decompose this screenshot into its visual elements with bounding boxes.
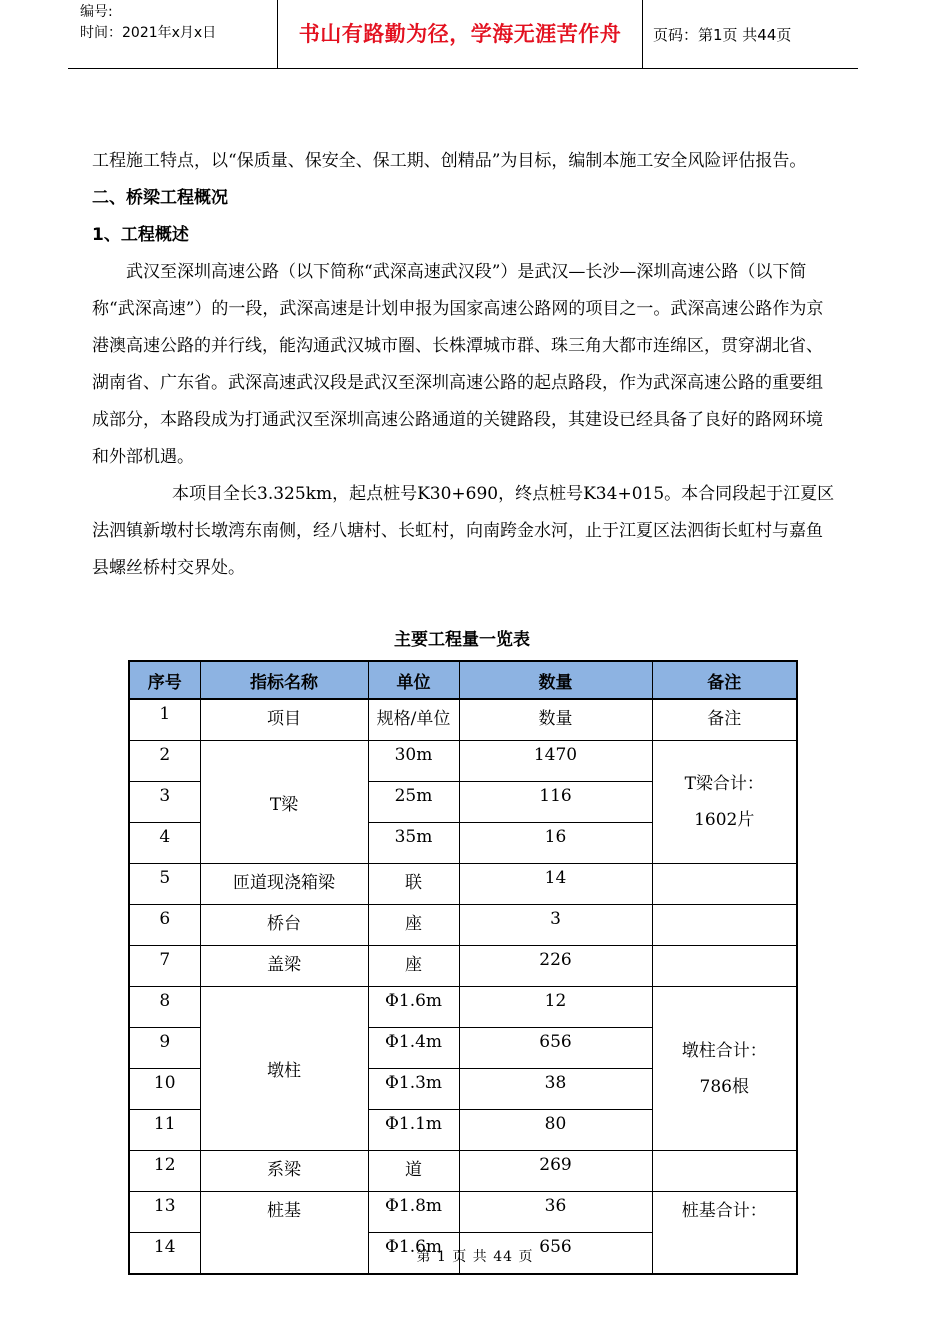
header-meta — [80, 2, 280, 44]
table-cell — [652, 946, 797, 987]
table-cell: 5 — [129, 864, 200, 905]
table-cell: 656 — [459, 1028, 652, 1069]
table-cell: 12 — [129, 1151, 200, 1192]
table-cell — [652, 987, 797, 1151]
table-cell: Φ1.6m — [368, 987, 459, 1028]
table-cell: 1 — [129, 699, 200, 741]
table-row — [129, 905, 797, 946]
table-cell: 11 — [129, 1110, 200, 1151]
table-cell: Φ1.8m — [368, 1192, 459, 1233]
table-cell: 盖梁 — [200, 946, 368, 987]
header-motto: 书山有路勤为径，学海无涯苦作舟 — [298, 21, 622, 46]
table-cell: 14 — [459, 864, 652, 905]
table-row — [129, 1151, 797, 1192]
header-cell: 备注 — [652, 661, 797, 699]
table-cell: 匝道现浇箱梁 — [200, 864, 368, 905]
table-header-row — [129, 661, 797, 699]
table-cell: 桥台 — [200, 905, 368, 946]
document-body — [92, 143, 838, 587]
table-cell: 35m — [368, 823, 459, 864]
table-cell: 道 — [368, 1151, 459, 1192]
table-cell: 116 — [459, 782, 652, 823]
table-cell: 269 — [459, 1151, 652, 1192]
intro-paragraph: 工程施工特点，以“保质量、保安全、保工期、创精品”为目标，编制本施工安全风险评估报告。 — [92, 151, 807, 171]
header-page-label: 页码：第1页 共44页 — [653, 26, 792, 44]
table-cell — [652, 905, 797, 946]
table-cell — [652, 741, 797, 864]
table-cell: 座 — [368, 946, 459, 987]
table-cell: 座 — [368, 905, 459, 946]
table-cell: 14 — [129, 1233, 200, 1275]
header-cell: 数量 — [459, 661, 652, 699]
table-cell: 项目 — [200, 699, 368, 741]
table-cell: 36 — [459, 1192, 652, 1233]
table-cell: 4 — [129, 823, 200, 864]
table-row — [129, 699, 797, 741]
table-cell: 13 — [129, 1192, 200, 1233]
header-cell: 单位 — [368, 661, 459, 699]
note-line: 786根 — [699, 1076, 749, 1097]
note-line: 墩柱合计： — [681, 1040, 767, 1061]
table-cell: 3 — [459, 905, 652, 946]
table-cell: Φ1.3m — [368, 1069, 459, 1110]
table-cell: 8 — [129, 987, 200, 1028]
table-cell: T梁 — [200, 741, 368, 864]
overview-paragraph: 武汉至深圳高速公路（以下简称“武深高速武汉段”）是武汉—长沙—深圳高速公路（以下简称“武深高速”）的一段，武深高速是计划申报为国家高速公路网的项目之一。武深高速公路作为京港澳高速公路的并行线，能沟通武汉城市圈、长株潭城市群、珠三角大都市连绵区，贯穿湖北省、湖南省、广东省。武深高速武汉段是武汉至深圳高速公路的起点路段，作为武深高速公路的重要组成部分，本路段成为打通武汉至深圳高速公路通道的关键路段，其建设已经具备了良好的路网环境和外部机遇。 — [92, 262, 824, 467]
quantity-table — [128, 660, 798, 1275]
table-cell — [652, 1151, 797, 1192]
page-footer: 第 1 页 共 44 页 — [416, 1249, 534, 1265]
table-cell — [652, 864, 797, 905]
table-row — [129, 1192, 797, 1233]
table-cell: 桩基合计： — [652, 1192, 797, 1275]
time-label: 时间：2021年x月x日 — [80, 25, 217, 41]
note-line: 1602片 — [694, 810, 755, 830]
header-cell: 指标名称 — [200, 661, 368, 699]
table-cell: 16 — [459, 823, 652, 864]
table-cell: 备注 — [652, 699, 797, 741]
number-label: 编号: — [80, 4, 113, 20]
table-cell: 226 — [459, 946, 652, 987]
table-cell: 规格/单位 — [368, 699, 459, 741]
table-cell: 25m — [368, 782, 459, 823]
note-line: T梁合计： — [684, 774, 764, 794]
table-cell: 7 — [129, 946, 200, 987]
header-cell: 序号 — [129, 661, 200, 699]
table-cell: 2 — [129, 741, 200, 782]
table-cell: 1470 — [459, 741, 652, 782]
table-cell: 656 — [459, 1233, 652, 1275]
table-row — [129, 864, 797, 905]
table-cell: 联 — [368, 864, 459, 905]
page-header — [68, 0, 858, 69]
subsection-title: 1、工程概述 — [92, 225, 189, 245]
table-cell: 9 — [129, 1028, 200, 1069]
table-row — [129, 741, 797, 782]
table-cell: 80 — [459, 1110, 652, 1151]
table-cell: 系梁 — [200, 1151, 368, 1192]
header-divider — [642, 0, 643, 68]
table-cell: 墩柱 — [200, 987, 368, 1151]
table-cell: 数量 — [459, 699, 652, 741]
table-caption: 主要工程量一览表 — [394, 630, 530, 650]
table-cell: 6 — [129, 905, 200, 946]
table-cell: Φ1.6m — [368, 1233, 459, 1275]
table-row — [129, 946, 797, 987]
section-title: 二、桥梁工程概况 — [92, 188, 228, 208]
table-cell: 38 — [459, 1069, 652, 1110]
table-cell: 桩基 — [200, 1192, 368, 1275]
table-cell: 10 — [129, 1069, 200, 1110]
table-cell: 3 — [129, 782, 200, 823]
table-cell: 12 — [459, 987, 652, 1028]
table-row — [129, 987, 797, 1028]
table-cell: Φ1.1m — [368, 1110, 459, 1151]
project-paragraph: 本项目全长3.325km，起点桩号K30+690，终点桩号K34+015。本合同段起于江夏区法泗镇新墩村长墩湾东南侧，经八塘村、长虹村，向南跨金水河，止于江夏区法泗街长虹村与嘉鱼县螺丝桥村交界处。 — [92, 484, 835, 578]
table-cell: Φ1.4m — [368, 1028, 459, 1069]
table-cell: 30m — [368, 741, 459, 782]
